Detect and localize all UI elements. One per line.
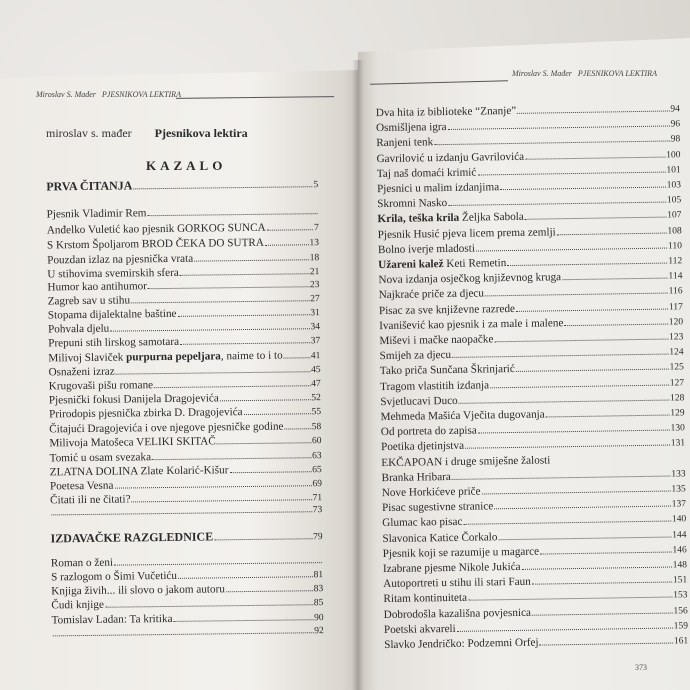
toc-entry-text: Zagreb sav u stihu [47,294,131,308]
toc-page-number: 52 [311,393,321,404]
toc-leader-dots [540,551,671,554]
toc-page-number: 116 [668,286,683,297]
toc-entry-title [378,270,561,287]
toc-leader-dots [494,506,671,510]
toc-entry-title [382,515,462,530]
toc-entry-text: Željka Sabola [459,211,524,225]
toc-entry-title [381,439,464,454]
toc-page-number: 7 [314,223,319,234]
toc-entry-text: Smijeh za djecu [379,349,452,363]
toc-entry-text: Pohvala djelu [47,322,110,336]
toc-page-number: 146 [672,545,687,556]
toc-entry-title [378,256,506,272]
toc-leader-dots [448,202,666,206]
toc-entry-title [384,605,531,621]
toc-entry-text: Glumac kao pisac [382,516,463,530]
toc-entry-title [380,348,452,363]
toc-leader-dots [516,369,669,372]
toc-entry-title [380,407,544,424]
contents-heading: KAZALO [146,158,227,173]
toc-page-number: 127 [669,377,685,389]
toc-entry-text: Autoportreti u stihu ili stari Faun [383,575,531,591]
toc-entry-title [381,470,450,485]
header-author: Miroslav S. Mađer [512,69,572,78]
toc-leader-dots [525,156,665,159]
toc-entry-text: Pjesnici u malim izdanjima [376,181,500,196]
toc-entry-title [377,210,524,226]
toc-entry-title [384,636,539,652]
toc-entry-title [383,591,467,606]
toc-page-number: 153 [673,590,688,601]
toc-entry-title [376,120,447,135]
toc-page-number: 69 [312,479,322,490]
toc-entry-text: purpurna pepeljara [125,350,221,364]
toc-page-number: 120 [668,317,684,328]
toc-entry-text: Keti Remetin [443,257,507,271]
toc-entry-text: Nove Horkićeve priče [381,485,481,500]
toc-entry-title [380,362,515,378]
toc-page-number: 41 [310,351,321,362]
toc-entry-text: Krugovaši pišu romane [48,379,154,393]
toc-leader-dots [478,430,670,434]
toc-entry-text: Izabrane pjesme Nikole Jukića [382,560,521,576]
toc-entry-title [377,196,447,211]
toc-entry-text: Užareni kalež [378,258,444,272]
book-title: Pjesnikova lektira [154,126,248,140]
toc-entry-text: Knjiga živih... ili slovo o jakom autoru [51,583,225,598]
toc-entry-text: Tomić u osam svezaka [49,451,152,465]
toc-entry-text: Mehmeda Mašića Vječita dugovanja [380,408,545,424]
toc-entry-title [376,136,433,151]
toc-page-number: 21 [309,267,320,278]
toc-entry-text: Milivoja Matošeca VELIKI SKITAČ [49,435,216,450]
toc-leader-dots [564,323,668,326]
toc-entry-title [383,575,531,591]
toc-entry-text: Tomislav Ladan: Ta kritika [51,612,173,627]
toc-entry-title [379,287,484,303]
toc-page-number: 60 [311,436,322,447]
toc-page-number: 110 [667,241,683,252]
author-name: miroslav s. mađer [46,126,132,140]
header-title: PJESNIKOVA LEKTIRA [577,69,657,78]
toc-leader-dots [463,521,671,525]
toc-entry-title [379,316,563,333]
toc-entry-text: Poetesa Vesna [49,479,114,493]
toc-page-number: 131 [670,438,686,449]
toc-entry-text: Miševi i mačke naopačke [379,333,494,348]
toc-entry-title [379,302,515,318]
toc-leader-dots [457,627,673,631]
toc-entry-text: Milivoj Slaviček [48,351,127,365]
toc-entry-text: U stihovima svemirskih sfera [47,266,179,281]
toc-page-number: 65 [312,465,322,476]
toc-entry-text: Tragom vlastitih izdanja [380,378,490,393]
toc-entry-text: Osmišljena igra [375,121,447,135]
toc-page-number: 159 [673,621,688,632]
toc-page-number: 129 [670,408,685,419]
toc-page-number: 18 [309,253,320,264]
toc-entry-text: Stopama dijalektalne baštine [47,307,177,322]
toc-entry-title [383,544,539,560]
toc-entry-text: Slavko Jendričko: Podzemni Orfej [384,636,539,652]
toc-entry-text: Ranjeni tenk [376,136,434,150]
toc-page-number: 96 [670,119,681,130]
toc-page-number: 31 [310,308,320,319]
toc-page-number: 124 [669,347,684,358]
toc-entry-title [376,149,524,165]
toc-page-number: 55 [311,407,322,418]
toc-page-number: 5 [313,180,319,191]
toc-entry-text: Pjesnik Vladimir Rem [46,207,147,221]
toc-leader-dots [525,217,666,220]
toc-page-number: 90 [314,613,324,624]
toc-entry-text: Branka Hribara [381,470,451,484]
toc-entry-text: Poetski akvareli [383,622,456,636]
toc-entry-title [381,424,477,440]
toc-entry-text: Prirodopis pjesnička zbirka D. Dragojevića [48,406,243,421]
toc-entry-title [377,180,499,196]
toc-entry-text: Ivanišević kao pjesnik i za male i malene [379,316,564,332]
toc-page-number: 45 [310,365,321,376]
toc-page-number: 117 [668,301,683,313]
toc-page-number: 79 [313,532,323,543]
toc-leader-dots [459,399,669,403]
toc-page-number: 135 [671,484,686,495]
toc-entry-text: Anđelko Vuletić kao pjesnik GORKOG SUNCA [46,221,266,237]
toc-entry-text: Najkraće priče za djecu [378,287,485,302]
toc-page-number: 98 [670,134,681,145]
toc-entry-title [382,530,497,546]
toc-leader-dots [517,111,669,114]
toc-entry-text: IZDAVAČKE RAZGLEDNICE [50,529,214,546]
toc-leader-dots [557,232,667,235]
toc-leader-dots [498,536,671,540]
toc-leader-dots [468,597,672,601]
toc-page-number: 156 [673,605,688,617]
toc-page-number: 94 [670,104,680,115]
toc-entry-text: Taj naš domaći krimić [376,166,477,180]
toc-entry-title [381,453,550,470]
toc-page-number: 83 [313,584,324,595]
toc-page-number: 137 [671,499,687,510]
toc-entry-text: Gavrilović u izdanju Gavrilovića [376,150,525,165]
toc-entry-text: PRVA ČITANJA [46,178,133,194]
toc-entry-title [377,165,477,181]
toc-page-number: 112 [668,256,683,267]
toc-page-number: 130 [670,423,685,434]
toc-entry-text: Humor kao antihumor [47,280,148,294]
toc-page-number: 73 [312,505,323,516]
toc-page-number: 71 [312,493,323,504]
toc-page-number: 27 [310,294,320,305]
toc-leader-dots [448,126,670,130]
toc-page-number: 34 [310,322,321,333]
toc-entry-text: Bolno iverje mladosti [377,242,476,256]
toc-entry-text: Pjesnički fokusi Danijela Dragojevića [48,392,219,407]
toc-entry-text: Pjesnik Husić pjeva licem prema zemlji [377,225,556,241]
toc-leader-dots [540,643,673,646]
toc-leader-dots [532,582,672,585]
toc-page-number: 100 [666,149,681,161]
toc-page-number: 108 [667,225,682,237]
toc-entry-text: Čudi knjige [51,598,105,612]
toc-entry-text: Osnaženi izraz [48,365,115,379]
toc-page-number: 58 [311,422,322,433]
toc-page-number: 92 [314,626,324,637]
toc-leader-dots [485,293,668,297]
toc-entry-title [378,225,556,242]
toc-leader-dots [516,308,668,311]
toc-entry-title [380,378,489,394]
toc-entry-text: Poetika djetinjstva [380,440,465,454]
toc-entry-text: Od portreta do zapisa [380,424,477,439]
toc-entry-text: Skromni Nasko [377,197,448,211]
toc-leader-dots [522,567,672,570]
toc-entry-text: S razlogom o Šimi Vučetiću [50,569,178,584]
toc-page-number: 85 [313,598,324,609]
toc-entry-text: EKČAPOAN i druge smiješne žalosti [381,454,551,469]
toc-page-number: 123 [669,332,684,343]
toc-leader-dots [477,171,665,175]
toc-leader-dots [507,263,667,267]
toc-entry-text: Tako priča Sunčana Škrinjarić [379,363,515,378]
toc-leader-dots [494,339,668,343]
toc-entry-text: Prepuni stih lirskog samotara [48,335,180,350]
toc-entry-text: ZLATNA DOLINA Zlate Kolarić-Kišur [49,464,229,479]
toc-entry-text: Nova izdanja osječkog književnog kruga [378,271,562,287]
toc-entry-text: Svjetlucavi Duco [380,394,458,408]
toc-entry-text: Slavonica Katice Čorkalo [382,530,498,545]
toc-entry-title [380,394,458,409]
toc-page-number: 103 [666,180,682,191]
toc-page-number: 128 [670,393,685,404]
toc-entry-text: S Krstom Špoljarom BROD ČEKA DO SUTRA [46,236,264,252]
toc-leader-dots [434,141,670,146]
toc-entry-text: Čitati ili ne čitati? [50,493,131,507]
toc-leader-dots [562,278,667,281]
toc-page-number: 144 [672,529,687,541]
toc-leader-dots [500,187,666,191]
toc-page-number: 101 [666,165,681,176]
header-author: Miroslav S. Mađer [36,90,96,99]
toc-page-number: 47 [311,379,321,390]
toc-entry-title [383,560,521,576]
toc-entry-title [379,332,493,348]
toc-entry-text: Dobrodošla kazališna povjesnica [383,606,532,621]
toc-entry-text: Krila, teška krila [377,212,460,226]
toc-page-number: 13 [309,238,320,249]
toc-leader-dots [546,415,670,418]
toc-page-number: 161 [673,636,689,647]
toc-page-number: 133 [671,469,686,480]
toc-page-number: 151 [672,575,688,586]
toc-page-number: 63 [312,451,322,462]
toc-entry-title [376,104,517,120]
toc-entry-text: Pisac za sve književne razrede [378,302,516,317]
toc-page-number: 140 [671,514,687,525]
toc-entry-text: Roman o ženi [50,556,114,570]
toc-page-number: 105 [666,195,682,206]
toc-entry-text: Ritam kontinuiteta [383,592,468,606]
toc-leader-dots [452,354,668,358]
toc-entry-text: Čitajući Dragojevića i ove njegove pjesničke godine [49,420,284,436]
toc-page-number: 114 [668,271,683,282]
toc-leader-dots [476,247,667,251]
toc-entry-title [382,485,481,501]
toc-page-number: 148 [672,560,688,571]
toc-entry-text: Dva hita iz biblioteke “Znanje” [375,104,517,120]
toc-page-number: 107 [667,210,682,221]
toc-entry-text: Pouzdan izlaz na pjesnička vrata [47,252,194,267]
toc-entry-title [382,500,493,516]
toc-leader-dots [465,445,670,449]
toc-entry-text: , naime to i to [220,349,283,363]
toc-page-number: 23 [309,280,320,291]
toc-leader-dots [532,612,672,615]
toc-leader-dots [482,491,671,495]
toc-entry-text: Pisac sugestivne stranice [381,500,494,515]
toc-entry-text: Pjesnik koji se razumije u magarce [382,545,540,560]
toc-page-number: 37 [310,336,321,347]
toc-page-number: 125 [669,362,684,373]
toc-entry-title [384,622,456,637]
toc-leader-dots [452,475,670,479]
page-number: 373 [635,663,647,672]
toc-page-number: 81 [313,570,324,581]
toc-leader-dots [490,384,669,388]
header-title: PJESNIKOVA LEKTIRA [101,90,181,99]
toc-entry-title [378,241,475,257]
